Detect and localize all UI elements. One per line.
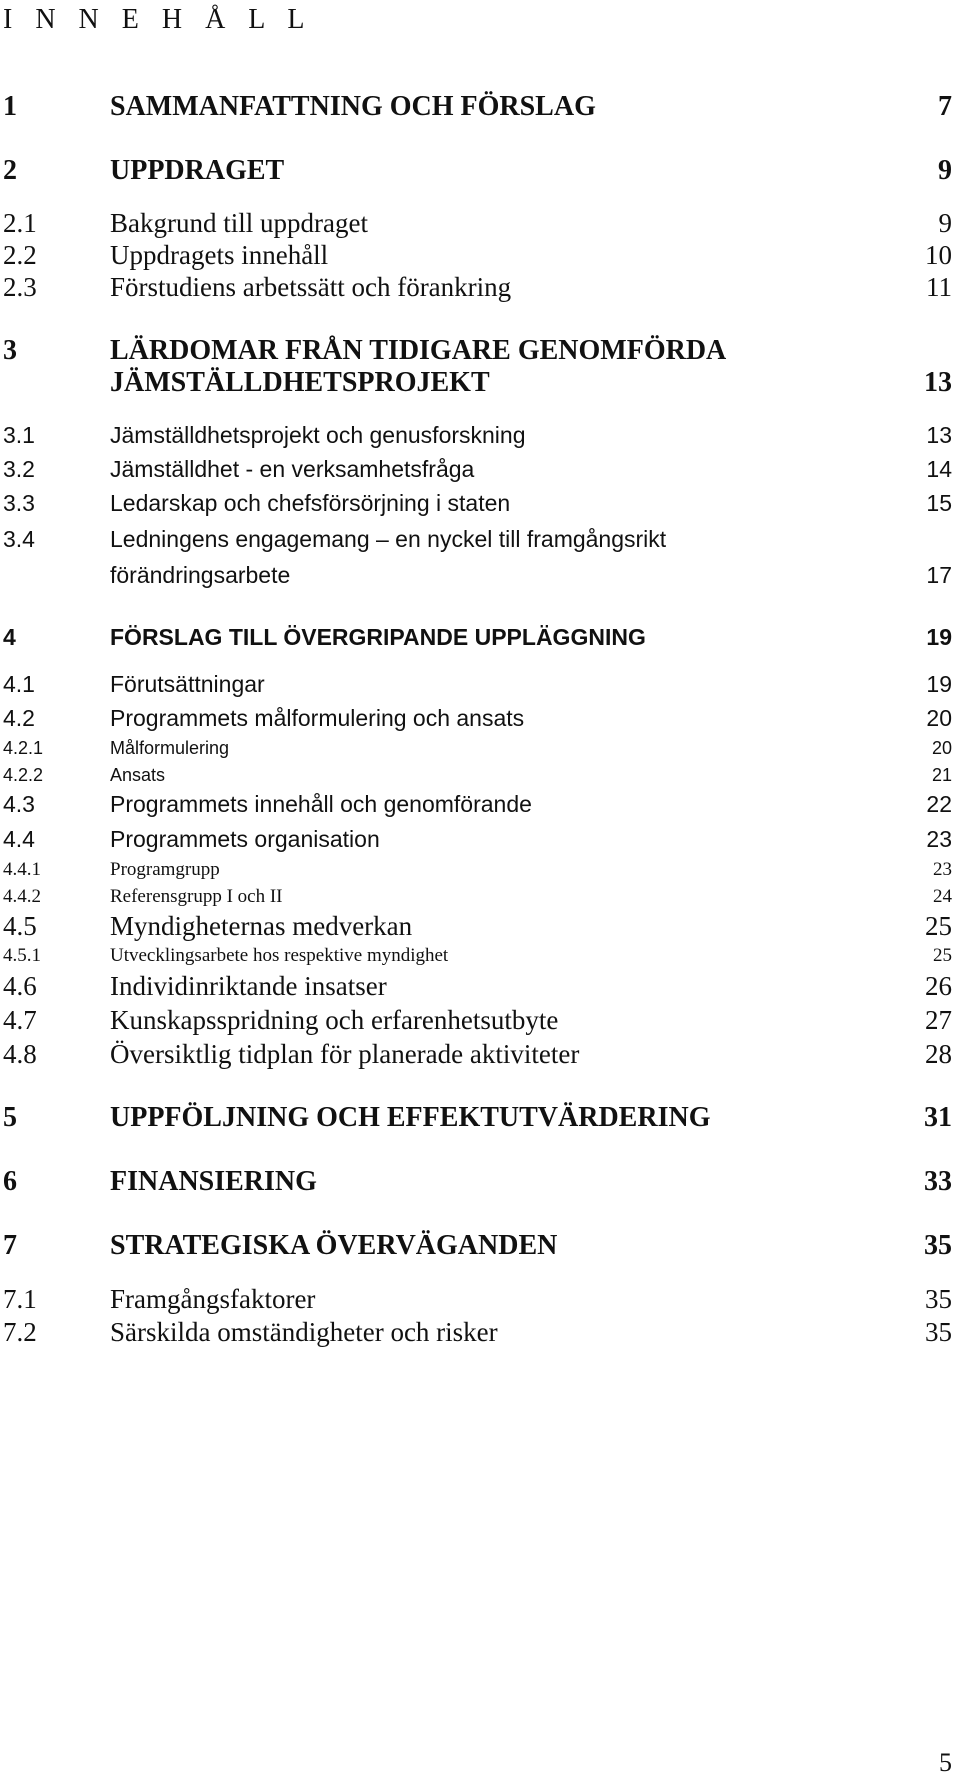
toc-entry-number: 4.2.2 (3, 765, 44, 785)
toc-entry-page: 20 (926, 705, 952, 731)
toc-entry-title: Bakgrund till uppdraget (110, 208, 368, 238)
toc-entry-number: 1 (3, 91, 17, 122)
toc-entry-page: 26 (925, 971, 952, 1001)
toc-entry-page: 24 (933, 886, 952, 907)
toc-entry-page: 25 (933, 945, 952, 966)
toc-entry-title: Myndigheternas medverkan (110, 911, 413, 941)
toc-entry-page: 23 (926, 826, 952, 852)
toc-entry-number: 3.1 (3, 422, 35, 448)
toc-title: I N N E H Å L L (3, 4, 313, 35)
toc-entry-number: 4.5 (3, 911, 37, 941)
toc-entry-title: SAMMANFATTNING OCH FÖRSLAG (110, 91, 596, 122)
toc-entry-title: UPPFÖLJNING OCH EFFEKTUTVÄRDERING (110, 1102, 711, 1133)
toc-entry-page: 11 (926, 272, 952, 302)
toc-entry-title: Jämställdhet - en verksamhetsfråga (110, 456, 475, 482)
toc-entry-title: Individinriktande insatser (110, 971, 387, 1001)
toc-entry-title: FINANSIERING (110, 1166, 317, 1197)
toc-entry-page: 35 (925, 1317, 952, 1347)
toc-entry-page: 23 (933, 859, 952, 880)
toc-entry-title: Programgrupp (110, 859, 220, 880)
toc-entry-page: 20 (931, 738, 952, 758)
toc-entry-page: 10 (925, 240, 952, 270)
toc-entry-number: 4.6 (3, 971, 37, 1001)
toc-entry-number: 4.1 (3, 671, 35, 697)
toc-entry-title: Programmets organisation (110, 826, 380, 852)
toc-entry-title: STRATEGISKA ÖVERVÄGANDEN (110, 1230, 558, 1261)
toc-entry-number: 3.3 (3, 490, 35, 516)
toc-entry-number: 4.8 (3, 1039, 37, 1069)
toc-entry-page: 17 (926, 562, 952, 588)
toc-entry-title: Ledningens engagemang – en nyckel till framgångsrikt (110, 526, 667, 552)
toc-entry-title: Ansats (110, 765, 166, 785)
toc-entry-number: 4.4.1 (3, 859, 41, 880)
toc-entry-title: Kunskapsspridning och erfarenhetsutbyte (110, 1005, 559, 1035)
toc-entry-number: 7.1 (3, 1284, 37, 1314)
toc-entry-number: 4.2.1 (3, 738, 44, 758)
toc-entry-page: 27 (925, 1005, 952, 1035)
toc-entry-page: 21 (931, 765, 952, 785)
toc-entry-title: Särskilda omständigheter och risker (110, 1317, 498, 1347)
toc-entry-page: 9 (938, 208, 952, 238)
toc-entry-page: 15 (926, 490, 952, 516)
toc-entry-title: Programmets innehåll och genomförande (110, 791, 532, 817)
toc-entry-number: 4.5.1 (3, 945, 41, 966)
toc-entry-number: 7.2 (3, 1317, 37, 1347)
toc-entry-number: 2.1 (3, 208, 37, 238)
toc-entry-number: 3.2 (3, 456, 35, 482)
toc-entry-page: 14 (926, 456, 952, 482)
toc-entry-page: 22 (926, 791, 952, 817)
toc-entry-page: 35 (924, 1230, 952, 1261)
toc-entry-number: 2 (3, 155, 17, 186)
toc-entry-number: 4.4 (3, 826, 35, 852)
toc-entry-page: 7 (938, 91, 952, 122)
toc-entry-page: 28 (925, 1039, 952, 1069)
toc-entry-title: Målformulering (110, 738, 230, 758)
page-number: 5 (939, 1748, 952, 1777)
toc-entry-title: Programmets målformulering och ansats (110, 705, 525, 731)
toc-entry-title: Framgångsfaktorer (110, 1284, 316, 1314)
toc-entry-page: 19 (926, 624, 952, 650)
toc-entry-title: Referensgrupp I och II (110, 886, 283, 907)
toc-entry-page: 13 (924, 367, 952, 398)
toc-entry-page: 13 (926, 422, 952, 448)
toc-entry-title: UPPDRAGET (110, 155, 285, 186)
toc-entry-number: 3 (3, 335, 17, 366)
toc-entry-page: 19 (926, 671, 952, 697)
toc-entry-title: Förstudiens arbetssätt och förankring (110, 272, 512, 302)
toc-entry-title: Utvecklingsarbete hos respektive myndighet (110, 945, 449, 966)
toc-entry-number: 4.4.2 (3, 886, 41, 907)
toc-entry-number: 7 (3, 1230, 17, 1261)
toc-entry-title-continued: JÄMSTÄLLDHETSPROJEKT (110, 367, 490, 398)
toc-entry-number: 2.2 (3, 240, 37, 270)
toc-entry-title-continued: förändringsarbete (110, 562, 291, 588)
toc-entry-number: 4 (3, 624, 16, 650)
toc-entry-number: 4.3 (3, 791, 35, 817)
toc-entry-number: 6 (3, 1166, 17, 1197)
toc-entry-number: 5 (3, 1102, 17, 1133)
toc-entry-page: 9 (938, 155, 952, 186)
toc-entry-page: 33 (924, 1166, 952, 1197)
toc-entry-number: 3.4 (3, 526, 35, 552)
toc-entry-page: 25 (925, 911, 952, 941)
toc-entry-title: Jämställdhetsprojekt och genusforskning (110, 422, 526, 448)
toc-entry-number: 2.3 (3, 272, 37, 302)
toc-entry-page: 35 (925, 1284, 952, 1314)
toc-entry-title: LÄRDOMAR FRÅN TIDIGARE GENOMFÖRDA (110, 335, 727, 366)
toc-entry-title: Förutsättningar (110, 671, 265, 697)
toc-entry-number: 4.7 (3, 1005, 37, 1035)
toc-entry-page: 31 (924, 1102, 952, 1133)
toc-entry-title: Översiktlig tidplan för planerade aktiviteter (110, 1039, 580, 1069)
toc-entry-number: 4.2 (3, 705, 35, 731)
toc-entry-title: FÖRSLAG TILL ÖVERGRIPANDE UPPLÄGGNING (110, 624, 646, 650)
toc-entry-title: Ledarskap och chefsförsörjning i staten (110, 490, 511, 516)
toc-entry-title: Uppdragets innehåll (110, 240, 329, 270)
